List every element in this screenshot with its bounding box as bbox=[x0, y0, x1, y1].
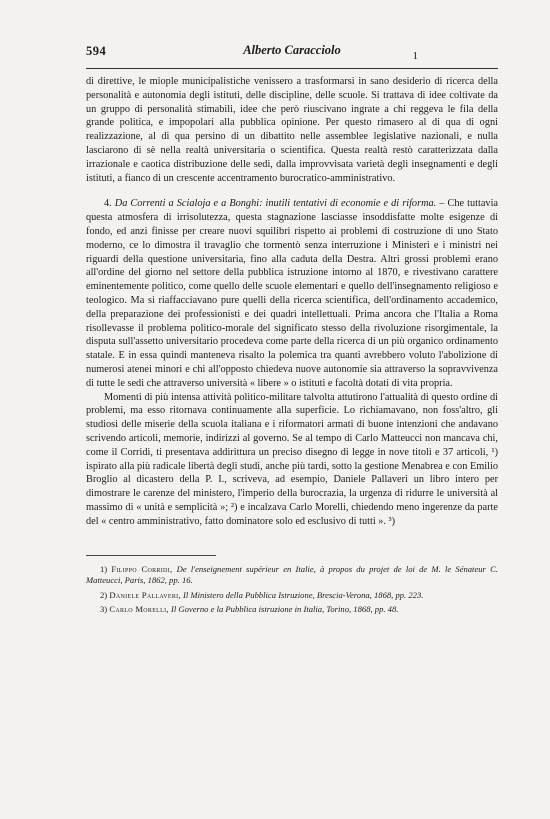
paragraph-momenti: Momenti di più intensa attività politico-militare talvolta attutirono l'attualità di questo ordine di problemi, ma esso ritornava continuamente alla superficie. Lo richiamavano, non foss'altro, gli studiosi delle miserie della scuola italiana e i riformatori armati di buone intenzioni che andavano scrivendo articoli, memorie, indirizzi al governo. Se al tempo di Carlo Matteucci non mancava chi, come il Corridi, ti presentava addirittura un preciso disegno di legge in nove titoli e 37 articoli, ¹) ispirato alla più radicale libertà degli studi, anche più tardi, sotto la gestione Menabrea e con Emilio Broglio al dicastero della P. I., scriveva, ad esempio, Daniele Pallaveri un libro intero per dimostrare le carenze del ministero, l'imperio della burocrazia, la urgenza di ridurre le università al massimo di « unità e semplicità »; ²) e incalzava Carlo Morelli, chiedendo meno ingerenze da parte del « centro amministrativo, fatto dominatore solo ed esclusivo di tutti ». ³) bbox=[86, 391, 498, 527]
page-number: 594 bbox=[86, 44, 107, 58]
footnote bbox=[86, 564, 498, 587]
footnote-author: Carlo Morelli, bbox=[109, 604, 169, 615]
footnote-author: Daniele Pallaveri, bbox=[109, 589, 181, 600]
footnote-rule bbox=[86, 555, 216, 556]
running-title: Alberto Caracciolo bbox=[243, 43, 341, 57]
footnote-number: 3) bbox=[100, 604, 108, 615]
running-header bbox=[86, 44, 498, 64]
footnote-text: Il Ministero della Pubblica Istruzione, Brescia-Verona, 1868, pp. 223. bbox=[180, 589, 424, 600]
paragraph-continuation: di direttive, le miople municipalistiche venissero a trasformarsi in sano desiderio di ricerca della personalità e autonomia degli istituti, delle discipline, delle scuole. Si trattava di idee coltivate da un gruppo di personalità stimabili, idee che però riuscivano ingrate a chi reggeva le fila della grande politica, e impopolari alla pubblica opinione. Per questo rimasero al di qua di ogni realizzazione, al di qua persino di un dibattito nelle assemblee legislative nazionali, e nulla lasciarono di sè nella realtà universitaria o scientifica. Questa realtà restò caratterizzata dalla irrazionale e caotica distribuzione delle sedi, dalla improvvisata varietà degli insegnamenti e degli istituti, a fianco di un crescente accentramento burocratico-amministrativo. bbox=[86, 76, 498, 184]
footnote-text: De l'enseignement supérieur en Italie, à propos du projet de loi de M. le Sénateur C. Matteucci, Paris, 1862, pp. 16. bbox=[86, 563, 498, 586]
header-mark: 1 bbox=[412, 50, 418, 62]
section-number: 4. bbox=[104, 198, 112, 210]
footnote-number: 2) bbox=[100, 589, 108, 600]
footnotes bbox=[86, 564, 498, 616]
footnote-text: Il Governo e la Pubblica istruzione in Italia, Torino, 1868, pp. 48. bbox=[168, 604, 399, 615]
section-paragraph bbox=[86, 197, 498, 390]
footnote bbox=[86, 590, 498, 602]
header-rule bbox=[86, 68, 498, 69]
footnote-author: Filippo Corridi, bbox=[111, 563, 173, 574]
section-title: Da Correnti a Scialoja e a Bonghi: inutili tentativi di economie e di riforma. bbox=[114, 198, 437, 210]
section-body: – Che tuttavia questa atmosfera di irrisolutezza, questa stagnazione lasciasse insoddisfatte molte esigenze di fondo, ed anzi finisse per creare nuovi squilibri rispetto ai problemi di costruzione di uno Stato moderno, ce lo dimostra il travaglio che tormentò senza interruzione i Ministeri e i ministri nei riguardi della questione universitaria, fino alla caduta della Destra. Altri grossi problemi erano all'ordine del giorno nel settore della pubblica istruzione intorno al 1870, e rivestivano carattere eminentemente politico, come quello delle scuole elementari e quello dell'insegnamento religioso e teologico. Ma si riaffacciavano pure quelli della ricerca scientifica, dell'ordinamento accademico, della preparazione dei professionisti e dei quadri intellettuali. Prima ancora che l'Italia a Roma risollevasse il problema politico-morale del significato stesso della rivoluzione risorgimentale, la disputa sull'assetto universitario procedeva come parte della ricerca di un più organico ordinamento statale. E in essa quindi manteneva risalto la polemica tra quanti avrebbero voluto l'abolizione di numerosi atenei minori e chi all'opposto chiedeva nuove autonomie sia attraverso la sopravvivenza di tutte le sedi che attraverso università « libere » o istituti e facoltà dotati di vita propria. bbox=[86, 198, 498, 389]
footnote-number: 1) bbox=[100, 563, 108, 574]
footnote bbox=[86, 604, 498, 616]
